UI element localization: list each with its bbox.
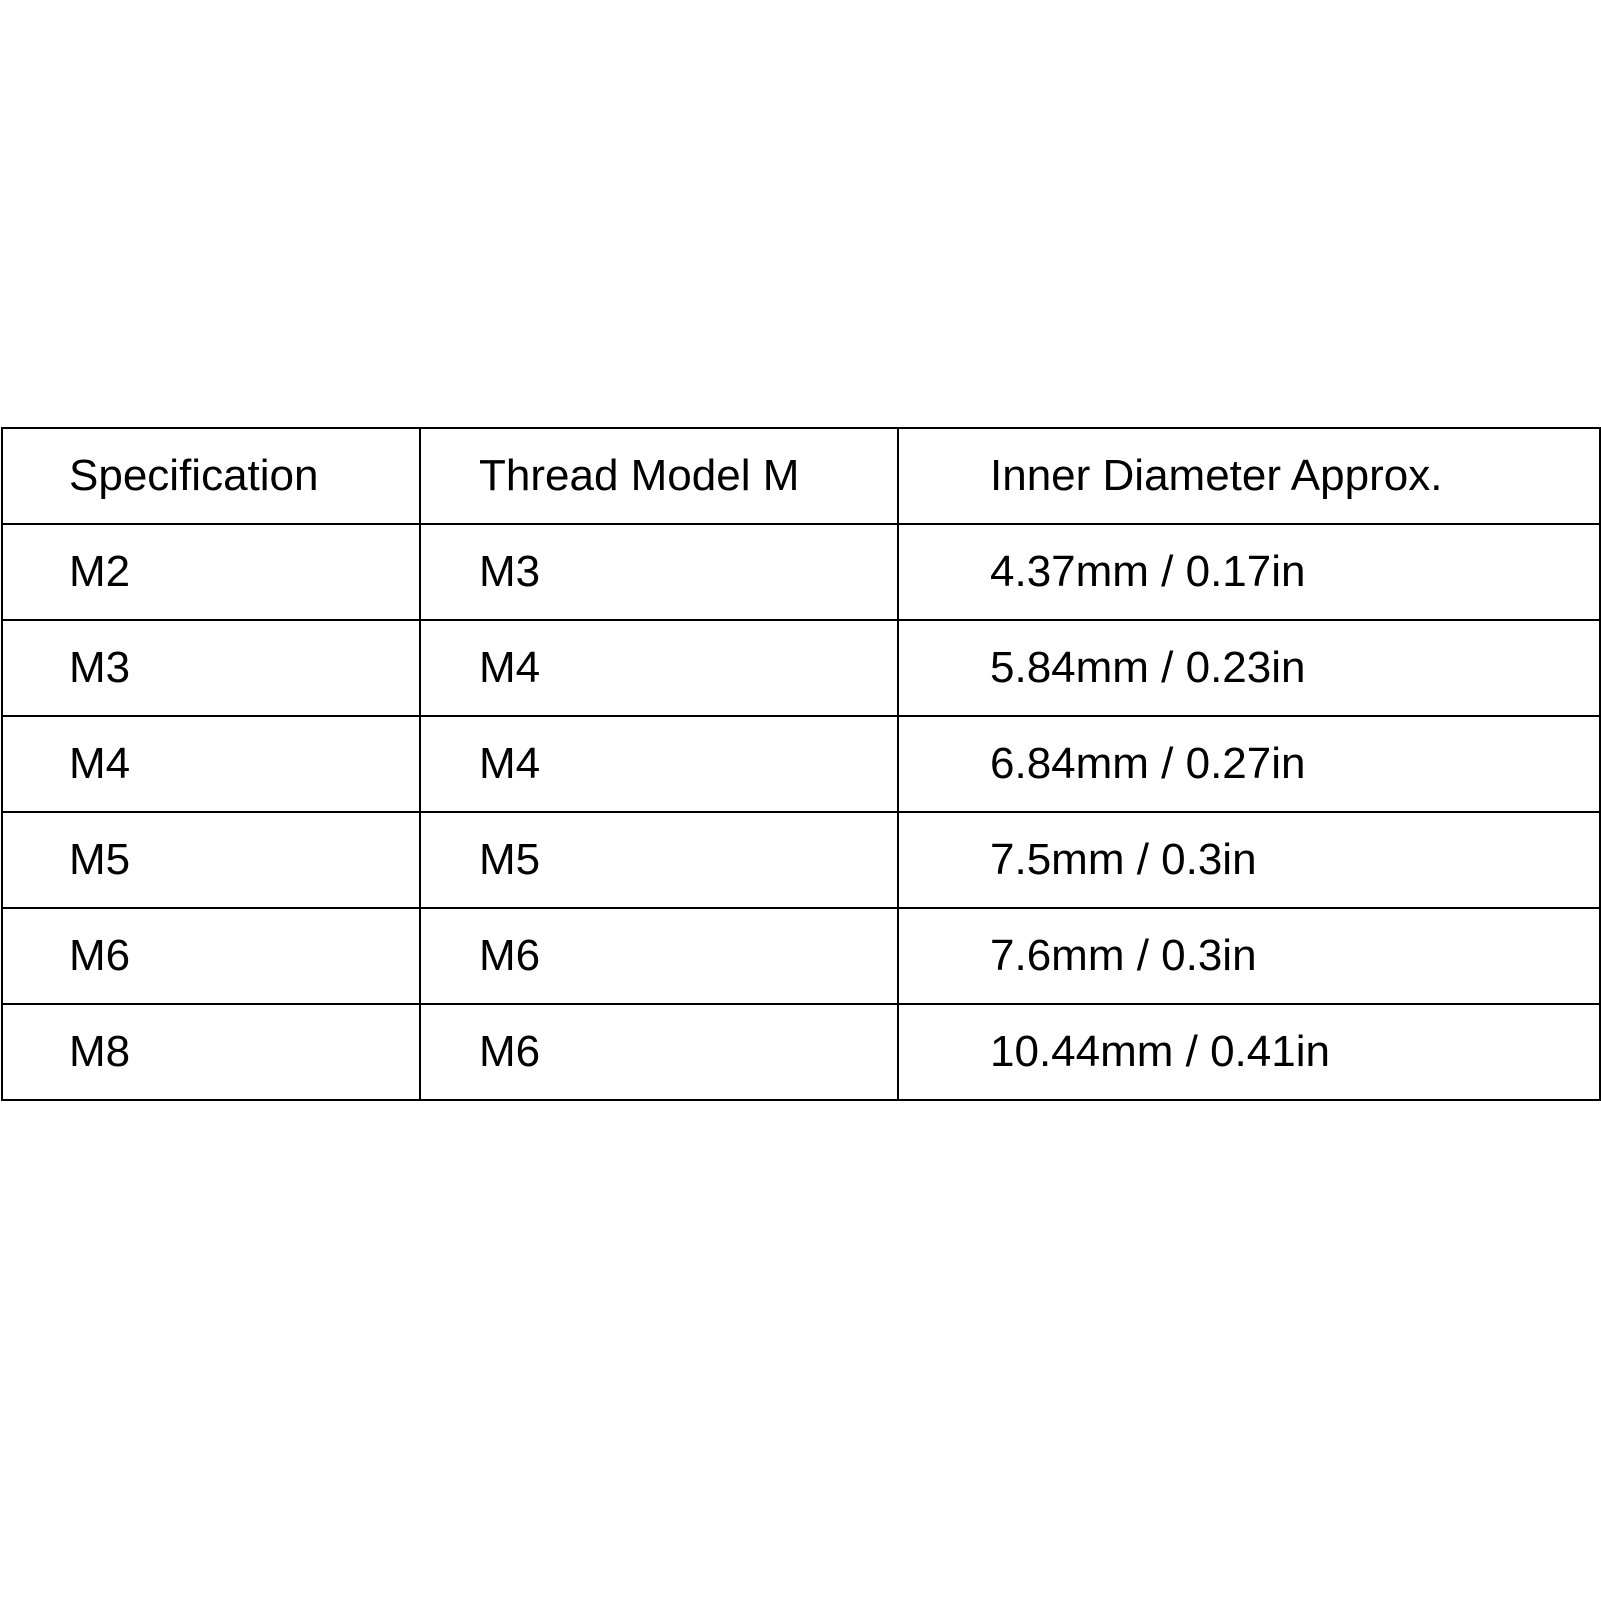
cell-inner-diameter: 10.44mm / 0.41in [898, 1004, 1600, 1100]
cell-specification: M6 [2, 908, 420, 1004]
cell-thread-model: M6 [420, 908, 898, 1004]
cell-thread-model: M6 [420, 1004, 898, 1100]
table-header-row [2, 428, 1600, 524]
table-row [2, 620, 1600, 716]
table-row [2, 716, 1600, 812]
header-thread-model: Thread Model M [420, 428, 898, 524]
table-row [2, 1004, 1600, 1100]
cell-thread-model: M4 [420, 716, 898, 812]
cell-inner-diameter: 6.84mm / 0.27in [898, 716, 1600, 812]
table-row [2, 812, 1600, 908]
cell-specification: M2 [2, 524, 420, 620]
header-specification: Specification [2, 428, 420, 524]
cell-thread-model: M4 [420, 620, 898, 716]
cell-specification: M5 [2, 812, 420, 908]
cell-thread-model: M3 [420, 524, 898, 620]
cell-inner-diameter: 4.37mm / 0.17in [898, 524, 1600, 620]
table-row [2, 524, 1600, 620]
table-row [2, 908, 1600, 1004]
cell-thread-model: M5 [420, 812, 898, 908]
header-inner-diameter: Inner Diameter Approx. [898, 428, 1600, 524]
cell-specification: M8 [2, 1004, 420, 1100]
cell-inner-diameter: 7.5mm / 0.3in [898, 812, 1600, 908]
cell-specification: M4 [2, 716, 420, 812]
cell-inner-diameter: 7.6mm / 0.3in [898, 908, 1600, 1004]
spec-table [1, 427, 1601, 1101]
cell-specification: M3 [2, 620, 420, 716]
cell-inner-diameter: 5.84mm / 0.23in [898, 620, 1600, 716]
